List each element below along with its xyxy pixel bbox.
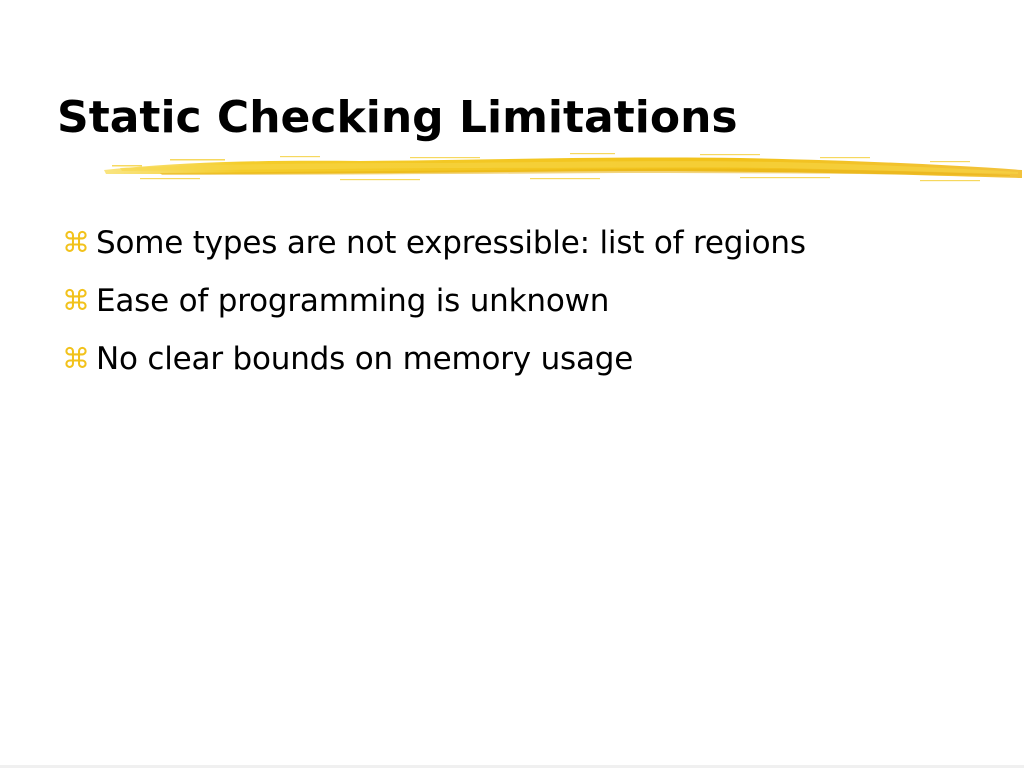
title-underline-brushstroke (100, 148, 1024, 190)
bullet-text: Some types are not expressible: list of regions (96, 225, 806, 261)
command-key-bullet-icon: ⌘ (62, 284, 90, 317)
bullet-item (62, 330, 806, 388)
command-key-bullet-icon: ⌘ (62, 342, 90, 375)
bullet-text: Ease of programming is unknown (96, 283, 610, 319)
slide-title: Static Checking Limitations (57, 92, 738, 143)
command-key-bullet-icon: ⌘ (62, 226, 90, 259)
bullet-list (62, 214, 806, 388)
bullet-text: No clear bounds on memory usage (96, 341, 634, 377)
bullet-item (62, 214, 806, 272)
bullet-item (62, 272, 806, 330)
